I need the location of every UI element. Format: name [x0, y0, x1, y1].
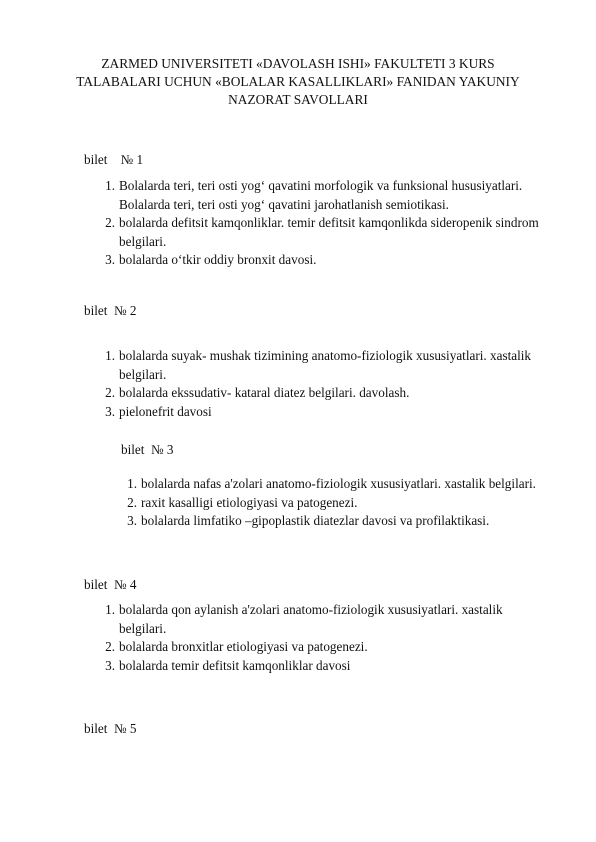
question-number: 2.	[127, 494, 137, 510]
question-number: 2.	[105, 215, 115, 230]
question-item	[119, 475, 539, 494]
question-number: 1.	[127, 476, 137, 491]
document-title	[60, 55, 536, 109]
question-text: Bolalarda teri, teri osti yog‘ qavatini morfologik va funksional hususiyatlari. Bolalarda teri, teri osti yog‘ qavatini jarohatlanish semiotikasi.	[119, 178, 523, 212]
question-number: 3.	[127, 513, 137, 528]
question-text: bolalarda o‘tkir oddiy bronxit davosi.	[119, 252, 317, 267]
question-number: 3.	[105, 403, 115, 419]
question-number: 3.	[105, 657, 115, 673]
question-number: 2.	[105, 385, 115, 400]
ticket-2-questions	[97, 347, 532, 421]
question-number: 3.	[105, 252, 115, 267]
ticket-2-heading: bilet № 2	[84, 303, 137, 318]
question-text: bolalarda defitsit kamqonliklar. temir defitsit kamqonlikda sideropenik sindrom belgilari.	[119, 215, 539, 249]
question-text: pielonefrit davosi	[119, 403, 212, 419]
ticket-4-questions	[97, 601, 537, 675]
question-text: bolalarda ekssudativ- kataral diatez belgilari. davolash.	[119, 385, 410, 400]
question-text: bolalarda nafas a'zolari anatomo-fiziologik xususiyatlari. xastalik belgilari.	[141, 476, 536, 491]
question-number: 2.	[105, 639, 115, 654]
question-item	[97, 177, 552, 214]
ticket-3-questions	[119, 475, 539, 531]
ticket-1-heading: bilet № 1	[84, 152, 144, 167]
question-item	[97, 347, 532, 384]
question-item	[97, 638, 537, 657]
question-item	[97, 403, 532, 422]
question-item	[97, 251, 552, 270]
question-item	[97, 657, 537, 676]
question-item	[97, 601, 537, 638]
question-item	[97, 214, 552, 251]
ticket-1-questions	[97, 177, 552, 270]
title-line-2: TALABALARI UCHUN «BOLALAR KASALLIKLARI» FANIDAN YAKUNIY	[76, 74, 520, 89]
question-number: 1.	[105, 348, 115, 363]
question-text: bolalarda suyak- mushak tizimining anatomo-fiziologik xususiyatlari. xastalik belgilari.	[119, 348, 532, 382]
ticket-4-heading: bilet № 4	[84, 577, 137, 592]
question-number: 1.	[105, 178, 115, 193]
ticket-3-heading: bilet № 3	[121, 442, 174, 457]
question-number: 1.	[105, 602, 115, 617]
question-text: bolalarda limfatiko –gipoplastik diatezlar davosi va profilaktikasi.	[141, 513, 490, 528]
question-text: raxit kasalligi etiologiyasi va patogenezi.	[141, 494, 358, 510]
question-text: bolalarda temir defitsit kamqonliklar davosi	[119, 657, 351, 673]
title-line-1: ZARMED UNIVERSITETI «DAVOLASH ISHI» FAKULTETI 3 KURS	[101, 56, 495, 71]
question-text: bolalarda qon aylanish a'zolari anatomo-fiziologik xususiyatlari. xastalik belgilari.	[119, 602, 503, 636]
question-text: bolalarda bronxitlar etiologiyasi va patogenezi.	[119, 639, 368, 654]
title-line-3: NAZORAT SAVOLLARI	[228, 92, 368, 107]
question-item	[119, 494, 539, 513]
ticket-5-heading: bilet № 5	[84, 721, 137, 736]
question-item	[97, 384, 532, 403]
question-item	[119, 512, 539, 531]
